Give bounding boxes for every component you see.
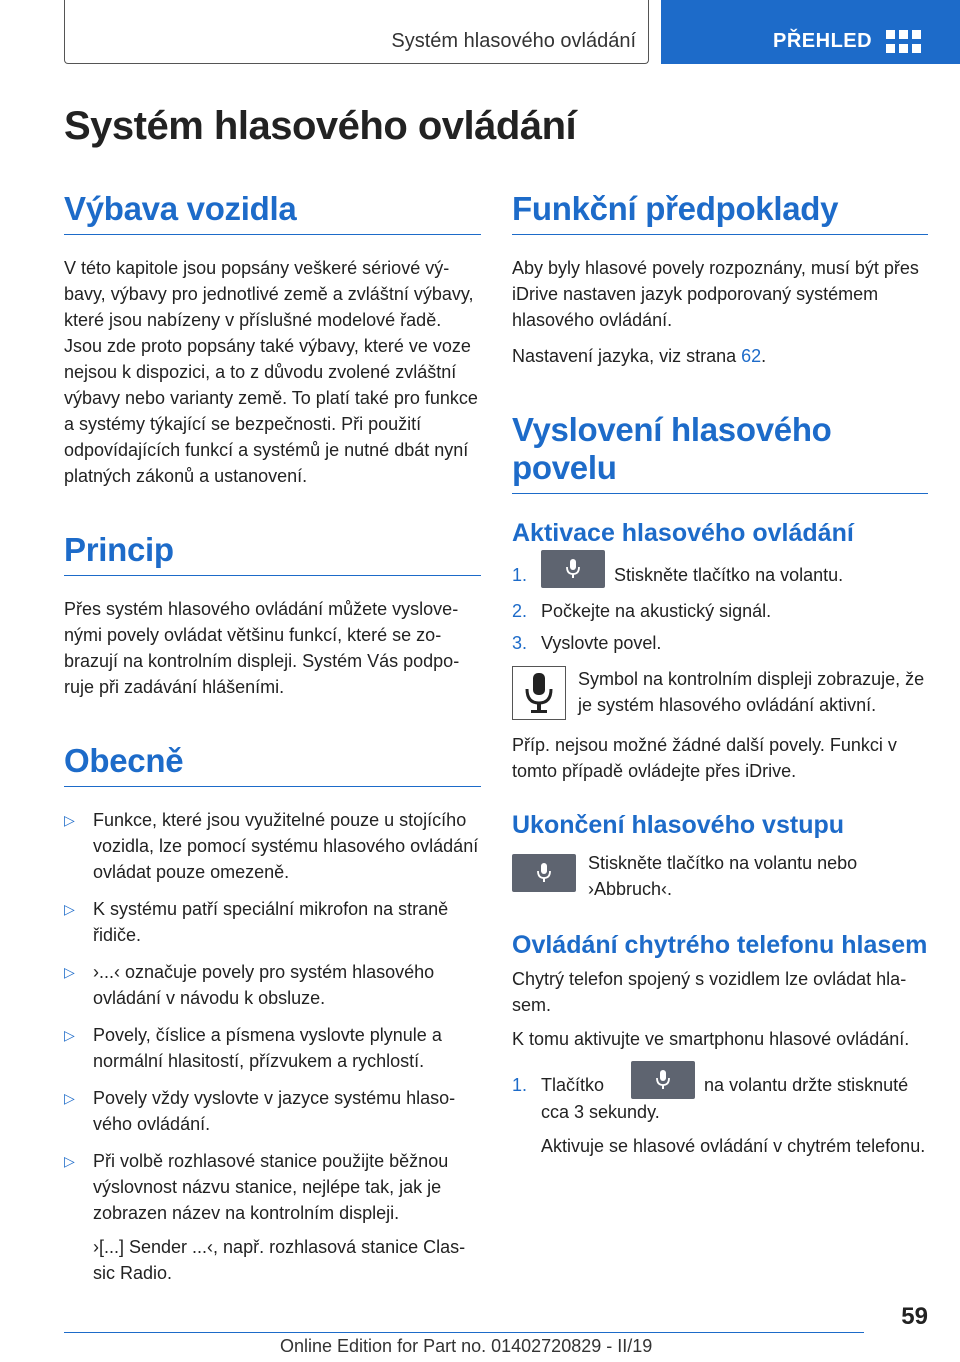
symbol-text: Symbol na kontrolním displeji zobrazuje, že je systém hlasového ovládání aktivní. [578, 669, 925, 716]
aktivace-steps [512, 562, 928, 656]
microphone-button-icon [512, 854, 576, 892]
right-column [512, 190, 928, 1159]
microphone-icon [512, 666, 566, 720]
microphone-button-icon [541, 550, 605, 588]
heading-aktivace: Aktivace hlasového ovládání [512, 519, 854, 547]
triangle-bullet-icon: ▷ [64, 812, 75, 828]
heading-smartphone: Ovládání chytrého telefonu hlasem [512, 931, 928, 960]
footer-edition: Online Edition for Part no. 01402720829 - II/19 [280, 1336, 653, 1356]
list-item: ▷ K systému patří speciální mikrofon na straně řidiče. [64, 896, 481, 948]
smartphone-text-1: Chytrý telefon spojený s vozidlem lze ovládat hlasem. [512, 969, 907, 1016]
triangle-bullet-icon: ▷ [64, 901, 75, 917]
left-column [64, 190, 481, 1286]
smartphone-steps [512, 1072, 928, 1124]
ukonceni-block [512, 850, 928, 902]
list-item: 3. Vyslovte povel. [512, 633, 662, 654]
triangle-bullet-icon: ▷ [64, 1153, 75, 1169]
triangle-bullet-icon: ▷ [64, 1027, 75, 1043]
obecne-list [64, 807, 481, 1226]
list-item: 1. Tlačítko na volantu držte stisknuté cca 3 sekundy. [512, 1072, 928, 1124]
overview-tab-label: PŘEHLED [773, 30, 873, 52]
triangle-bullet-icon: ▷ [64, 964, 75, 980]
triangle-bullet-icon: ▷ [64, 1090, 75, 1106]
heading-predpoklady: Funkční předpoklady [512, 190, 928, 235]
grid-icon[interactable] [886, 30, 922, 54]
page-link[interactable]: 62 [741, 346, 762, 366]
page-number: 59 [901, 1303, 928, 1330]
footer-divider [64, 1332, 864, 1333]
ukonceni-text: Stiskněte tlačítko na volantu nebo ›Abbruch‹. [588, 853, 858, 900]
predpoklady-text: Aby byly hlasové povely rozpoznány, musí být přes iDrive nastaven jazyk podporovaný systémem hlasového ovládání. [512, 258, 919, 330]
microphone-button-icon [631, 1061, 695, 1099]
heading-vysloveni: Vyslovení hlasového povelu [512, 411, 928, 494]
list-item: ▷ Povely vždy vyslovte v jazyce systému hlasového ovládání. [64, 1085, 481, 1137]
heading-vybava: Výbava vozidla [64, 190, 481, 235]
list-item: ▷ Při volbě rozhlasové stanice použijte běžnou výslovnost názvu stanice, nejlépe tak, jak je zobrazen název na kontrolním displeji. [64, 1148, 481, 1226]
page-title: Systém hlasového ovládání [64, 104, 577, 148]
voice-symbol-block [512, 666, 928, 720]
smartphone-step-note: Aktivuje se hlasové ovládání v chytrém telefonu. [541, 1135, 926, 1156]
sender-note: ›[...] Sender ...‹, např. rozhlasová stanice Classic Radio. [93, 1237, 466, 1283]
vybava-text: V této kapitole jsou popsány veškeré sériové výbavy, výbavy pro jednotlivé země a zvláštní výbavy, které jsou nabízeny v příslušné modelové řadě. Jsou zde proto popsány také výbavy, které ve voze nejsou k dispozici, a to z důvodu zvolené zvláštní výbavy nebo varianty země. To platí také pro funkce a systémy týkající se bezpečnosti. Při použití odpovídajících funkcí a systémů je nutné dbát nyní platných zákonů a ustanovení. [64, 258, 478, 486]
aktivace-after: Příp. nejsou možné žádné další povely. Funkci v tomto případě ovládejte přes iDrive. [512, 735, 897, 782]
heading-obecne: Obecně [64, 742, 481, 787]
princip-text: Přes systém hlasového ovládání můžete vyslovenými povely ovládat většinu funkcí, které se zobrazují na kontrolním displeji. Systém Vás podporuje při zadávání hlášeními. [64, 599, 460, 697]
heading-ukonceni: Ukončení hlasového vstupu [512, 811, 845, 840]
list-item: 1. Stiskněte tlačítko na volantu. [512, 562, 928, 588]
list-item: ▷ Povely, číslice a písmena vyslovte plynule a normální hlasitostí, přízvukem a rychlostí. [64, 1022, 481, 1074]
heading-princip: Princip [64, 531, 481, 576]
list-item: ▷ Funkce, které jsou využitelné pouze u stojícího vozidla, lze pomocí systému hlasového ovládání ovládat pouze omezeně. [64, 807, 481, 885]
language-ref: Nastavení jazyka, viz strana 62. [512, 346, 767, 366]
chapter-title: Systém hlasového ovládání [391, 30, 636, 52]
smartphone-text-2: K tomu aktivujte ve smartphonu hlasové ovládání. [512, 1029, 910, 1050]
chapter-header [64, 0, 649, 64]
list-item: 2. Počkejte na akustický signál. [512, 601, 772, 622]
list-item: ▷ ›...‹ označuje povely pro systém hlasového ovládání v návodu k obsluze. [64, 959, 481, 1011]
